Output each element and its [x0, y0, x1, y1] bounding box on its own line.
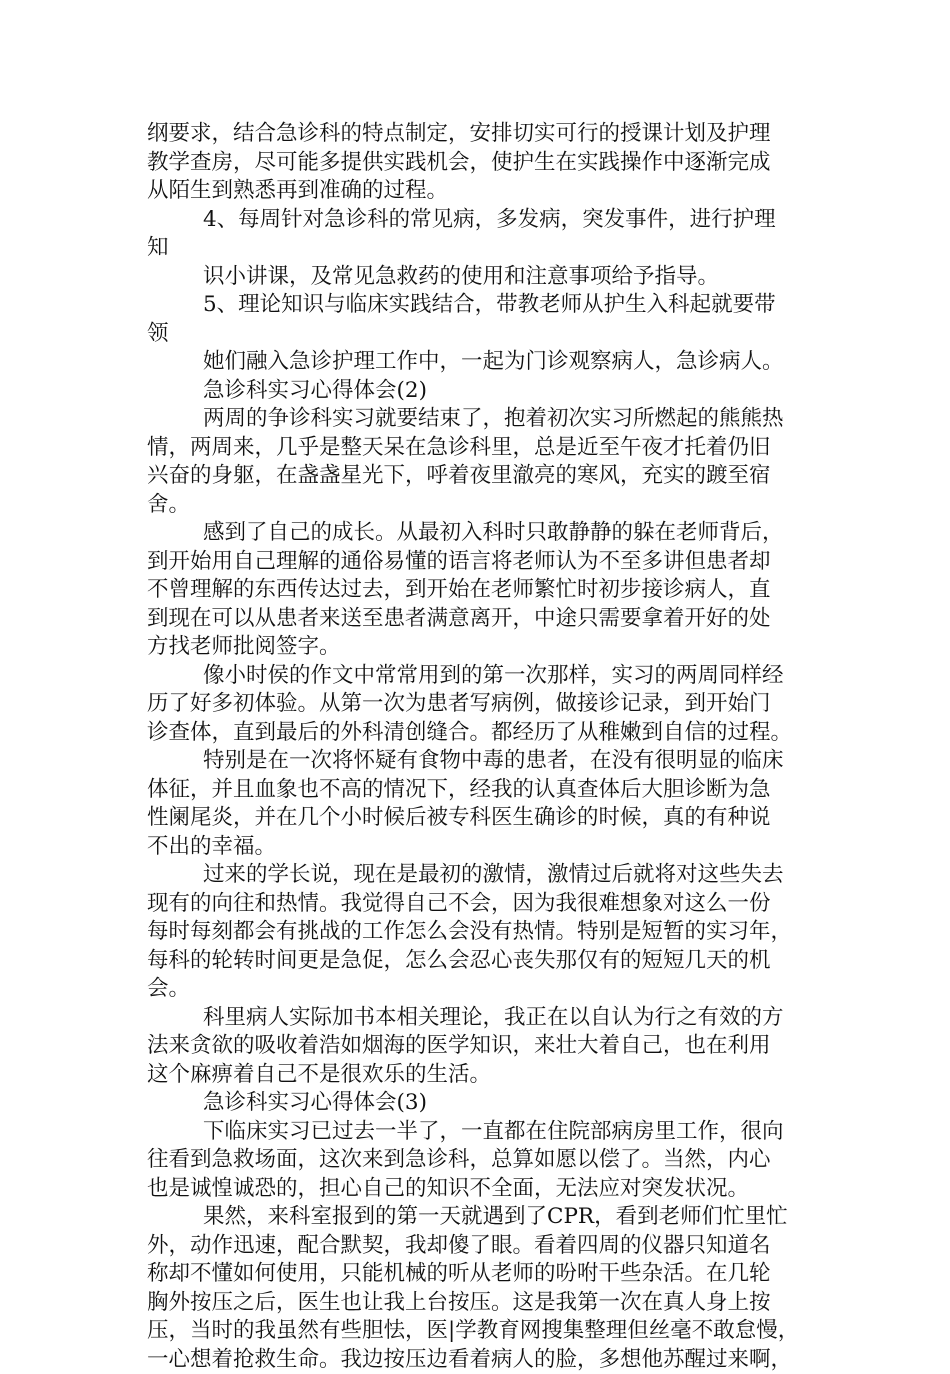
text-line: 领	[147, 320, 827, 349]
text-line: 5、理论知识与临床实践结合，带教老师从护生入科起就要带	[147, 291, 827, 320]
text-line: 4、每周针对急诊科的常见病，多发病，突发事件，进行护理	[147, 206, 827, 235]
text-line: 会。	[147, 975, 827, 1004]
text-line: 情，两周来，几乎是整天呆在急诊科里，总是近至午夜才托着仍旧	[147, 434, 827, 463]
text-line: 到现在可以从患者来送至患者满意离开，中途只需要拿着开好的处	[147, 605, 827, 634]
text-line: 果然，来科室报到的第一天就遇到了CPR，看到老师们忙里忙	[147, 1203, 827, 1232]
text-line: 特别是在一次将怀疑有食物中毒的患者，在没有很明显的临床	[147, 747, 827, 776]
text-line: 历了好多初体验。从第一次为患者写病例，做接诊记录，到开始门	[147, 690, 827, 719]
text-line: 这个麻痹着自己不是很欢乐的生活。	[147, 1061, 827, 1090]
text-line: 从陌生到熟悉再到准确的过程。	[147, 177, 827, 206]
text-line: 也是诚惶诚恐的，担心自己的知识不全面，无法应对突发状况。	[147, 1175, 827, 1204]
text-line: 一心想着抢救生命。我边按压边看着病人的脸，多想他苏醒过来啊，	[147, 1346, 827, 1374]
text-line: 外，动作迅速，配合默契，我却傻了眼。看着四周的仪器只知道名	[147, 1232, 827, 1261]
text-line: 不曾理解的东西传达过去，到开始在老师繁忙时初步接诊病人，直	[147, 576, 827, 605]
text-line: 两周的争诊科实习就要结束了，抱着初次实习所燃起的熊熊热	[147, 405, 827, 434]
text-line: 诊查体，直到最后的外科清创缝合。都经历了从稚嫩到自信的过程。	[147, 719, 827, 748]
text-line: 法来贪欲的吸收着浩如烟海的医学知识，来壮大着自己，也在利用	[147, 1032, 827, 1061]
document-page	[147, 120, 827, 1374]
text-line: 体征，并且血象也不高的情况下，经我的认真查体后大胆诊断为急	[147, 776, 827, 805]
text-line: 性阑尾炎，并在几个小时候后被专科医生确诊的时候，真的有种说	[147, 804, 827, 833]
text-line: 每时每刻都会有挑战的工作怎么会没有热情。特别是短暂的实习年，	[147, 918, 827, 947]
text-line: 往看到急救场面，这次来到急诊科，总算如愿以偿了。当然，内心	[147, 1146, 827, 1175]
text-line: 过来的学长说，现在是最初的激情，激情过后就将对这些失去	[147, 861, 827, 890]
text-line: 科里病人实际加书本相关理论，我正在以自认为行之有效的方	[147, 1004, 827, 1033]
text-line: 识小讲课，及常见急救药的使用和注意事项给予指导。	[147, 263, 827, 292]
text-line: 急诊科实习心得体会(2)	[147, 377, 827, 406]
text-line: 知	[147, 234, 827, 263]
text-line: 急诊科实习心得体会(3)	[147, 1089, 827, 1118]
text-line: 方找老师批阅签字。	[147, 633, 827, 662]
text-line: 感到了自己的成长。从最初入科时只敢静静的躲在老师背后，	[147, 519, 827, 548]
text-line: 她们融入急诊护理工作中，一起为门诊观察病人，急诊病人。	[147, 348, 827, 377]
text-line: 纲要求，结合急诊科的特点制定，安排切实可行的授课计划及护理	[147, 120, 827, 149]
text-line: 像小时侯的作文中常常用到的第一次那样，实习的两周同样经	[147, 662, 827, 691]
text-line: 舍。	[147, 491, 827, 520]
text-line: 现有的向往和热情。我觉得自己不会，因为我很难想象对这么一份	[147, 890, 827, 919]
text-line: 到开始用自己理解的通俗易懂的语言将老师认为不至多讲但患者却	[147, 548, 827, 577]
text-line: 不出的幸福。	[147, 833, 827, 862]
text-line: 压，当时的我虽然有些胆怯，医|学教育网搜集整理但丝毫不敢怠慢，	[147, 1317, 827, 1346]
text-line: 教学查房，尽可能多提供实践机会，使护生在实践操作中逐渐完成	[147, 149, 827, 178]
text-line: 胸外按压之后，医生也让我上台按压。这是我第一次在真人身上按	[147, 1289, 827, 1318]
text-line: 每科的轮转时间更是急促，怎么会忍心丧失那仅有的短短几天的机	[147, 947, 827, 976]
text-line: 兴奋的身躯，在盏盏星光下，呼着夜里澈亮的寒风，充实的踱至宿	[147, 462, 827, 491]
text-line: 称却不懂如何使用，只能机械的听从老师的吩咐干些杂活。在几轮	[147, 1260, 827, 1289]
text-line: 下临床实习已过去一半了，一直都在住院部病房里工作，很向	[147, 1118, 827, 1147]
